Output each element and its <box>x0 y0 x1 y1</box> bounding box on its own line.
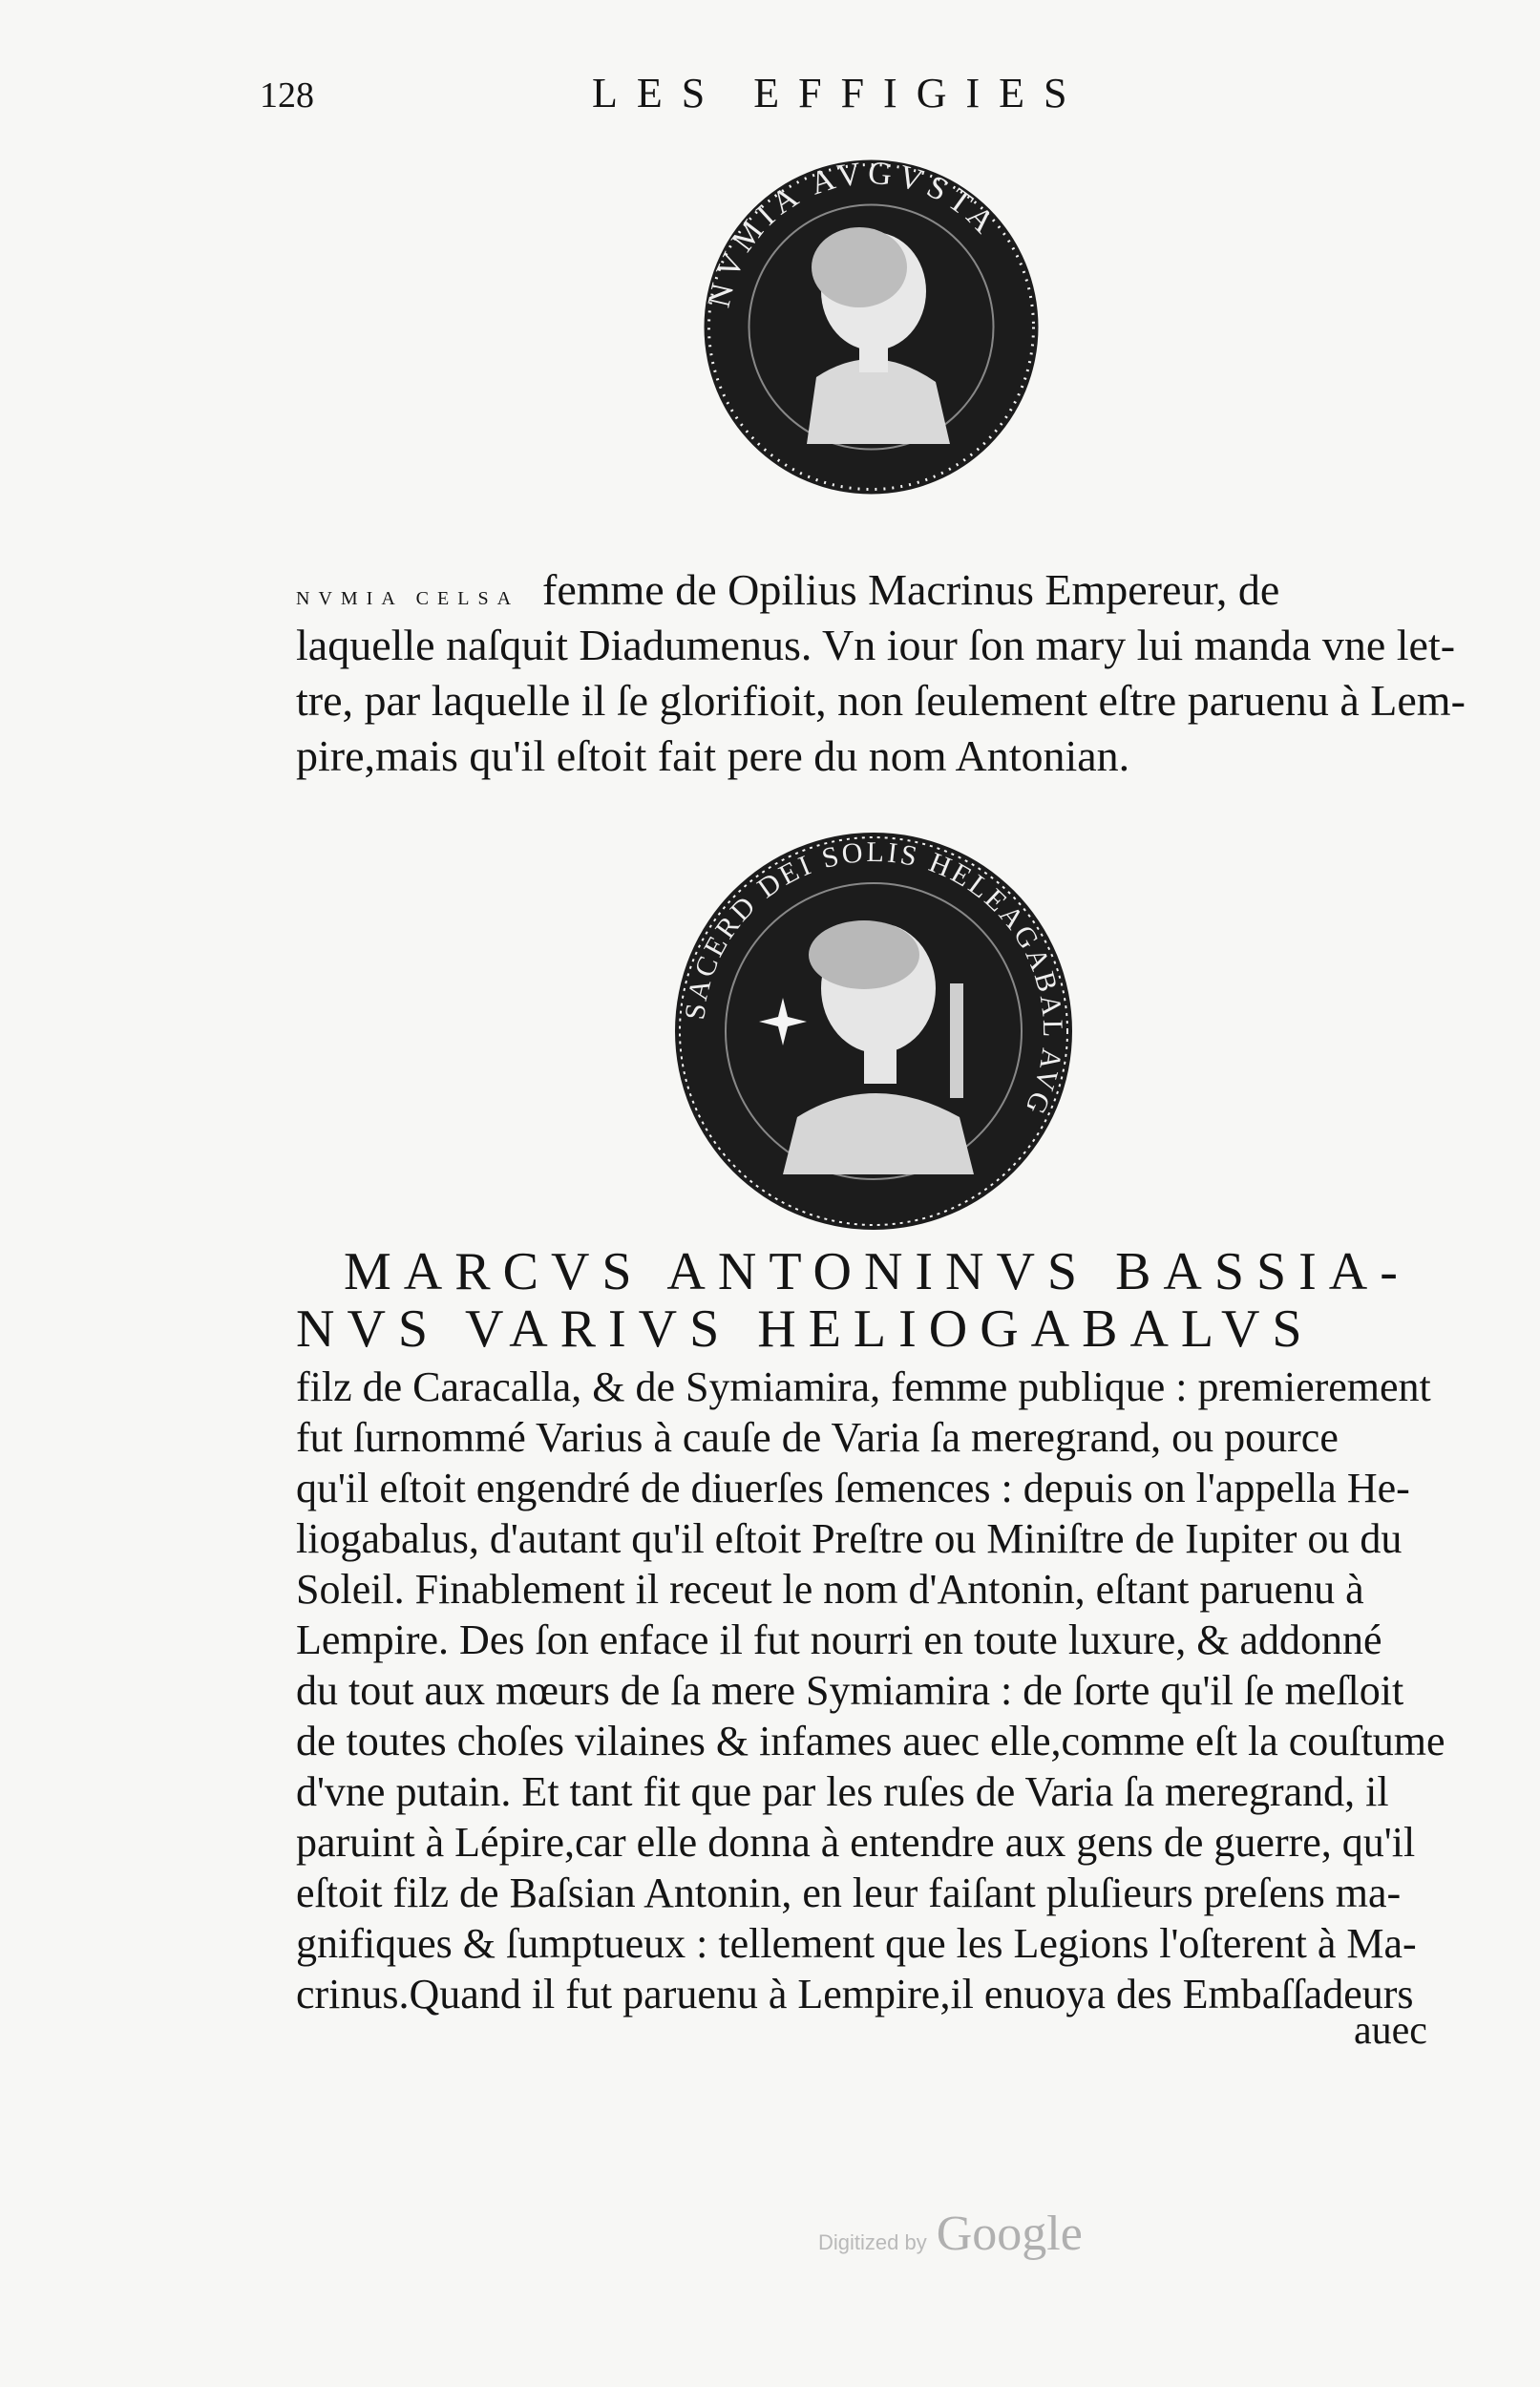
entry-heliogabalus-line-8: de toutes choſes vilaines & infames auec elle,comme eſt la couſtume <box>296 1718 1445 1764</box>
coin-legend: SACERD DEI SOLIS HELEAGABAL AVG <box>679 835 1069 1122</box>
entry-heliogabalus-line-5: Soleil. Finablement il receut le nom d'Antonin, eſtant paruenu à <box>296 1566 1364 1613</box>
entry-heliogabalus-line-11: eſtoit filz de Baſsian Antonin, en leur faiſant pluſieurs preſens ma- <box>296 1869 1402 1916</box>
entry-heliogabalus-title-line-2: NVS VARIVS HELIOGABALVS <box>296 1299 1315 1359</box>
running-head: LES EFFIGIES <box>592 70 1086 116</box>
coin-legend: NVMIA AVGVSTA <box>702 158 1005 311</box>
entry-heliogabalus-line-12: gnifiques & ſumptueux : tellement que les Legions l'oſterent à Ma- <box>296 1920 1417 1967</box>
google-logo-text: Google <box>936 2207 1083 2261</box>
entry-numia-line-4: pire,mais qu'il eſtoit fait pere du nom Antonian. <box>296 731 1130 780</box>
entry-heliogabalus-line-10: paruint à Lépire,car elle donna à entendre aux gens de guerre, qu'il <box>296 1819 1416 1866</box>
entry-heliogabalus-line-1: filz de Caracalla, & de Symiamira, femme publique : premierement <box>296 1363 1431 1410</box>
page-number: 128 <box>260 75 314 116</box>
entry-numia-name: NVMIA CELSA <box>296 588 520 609</box>
entry-heliogabalus-line-6: Lempire. Des ſon enface il fut nourri en toute luxure, & addonné <box>296 1616 1382 1663</box>
coin-numia-augusta <box>702 158 1041 496</box>
entry-heliogabalus-line-3: qu'il eſtoit engendré de diuerſes ſemences : depuis on l'appella He- <box>296 1465 1410 1511</box>
digitized-by-text: Digitized by <box>818 2230 927 2254</box>
entry-heliogabalus-title-line-1: MARCVS ANTONINVS BASSIA- <box>344 1242 1410 1301</box>
entry-heliogabalus-line-13: crinus.Quand il fut paruenu à Lempire,il enuoya des Embaſſadeurs <box>296 1971 1414 2017</box>
entry-heliogabalus-line-7: du tout aux mœurs de ſa mere Symiamira : de ſorte qu'il ſe meſloit <box>296 1667 1404 1714</box>
digitized-watermark <box>818 2206 1083 2262</box>
entry-numia-line-1: NVMIA CELSA femme de Opilius Macrinus Empereur, de <box>296 565 1280 614</box>
entry-heliogabalus-line-4: liogabalus, d'autant qu'il eſtoit Preſtre ou Miniſtre de Iupiter ou du <box>296 1515 1403 1562</box>
coin-heliogabalus <box>673 831 1074 1232</box>
entry-heliogabalus-line-9: d'vne putain. Et tant fit que par les ruſes de Varia ſa meregrand, il <box>296 1768 1389 1815</box>
coin-heliogabalus-svg <box>673 831 1074 1232</box>
coin-numia-svg <box>702 158 1041 496</box>
entry-numia-line-3: tre, par laquelle il ſe glorifioit, non ſeulement eſtre paruenu à Lem- <box>296 676 1466 725</box>
catchword: auec <box>1354 2009 1427 2053</box>
entry-heliogabalus-line-2: fut ſurnommé Varius à cauſe de Varia ſa meregrand, ou pource <box>296 1414 1339 1461</box>
entry-numia-line-2: laquelle naſquit Diadumenus. Vn iour ſon mary lui manda vne let- <box>296 621 1456 669</box>
page-header <box>0 69 1540 126</box>
